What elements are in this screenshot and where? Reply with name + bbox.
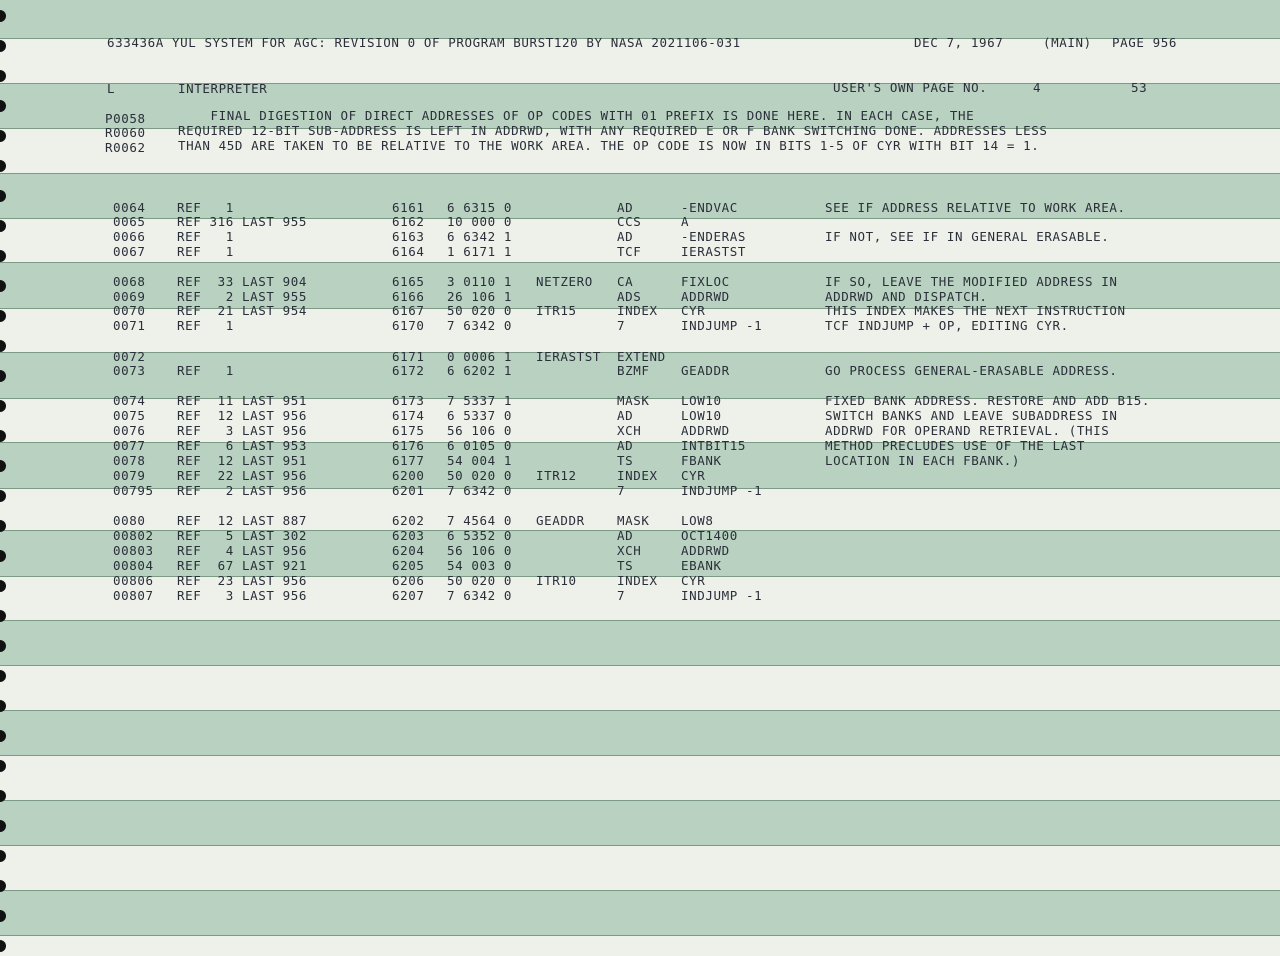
listing-op: 7 bbox=[617, 588, 626, 603]
listing-addr: 6203 bbox=[392, 528, 425, 543]
listing-ref: REF 316 LAST 955 bbox=[177, 214, 308, 229]
listing-word: 7 6342 0 bbox=[447, 483, 513, 498]
listing-label: NETZERO bbox=[536, 274, 593, 289]
tractor-hole bbox=[0, 310, 6, 322]
listing-ref: REF 1 bbox=[177, 318, 234, 333]
listing-addr: 6164 bbox=[392, 244, 425, 259]
green-band bbox=[0, 0, 1280, 38]
listing-addr: 6175 bbox=[392, 423, 425, 438]
band-rule bbox=[0, 755, 1280, 756]
listing-operand: FIXLOC bbox=[681, 274, 730, 289]
listing-addr: 6167 bbox=[392, 303, 425, 318]
listing-operand: OCT1400 bbox=[681, 528, 738, 543]
listing-addr: 6204 bbox=[392, 543, 425, 558]
listing-ref: REF 5 LAST 302 bbox=[177, 528, 308, 543]
listing-op: AD bbox=[617, 438, 634, 453]
subheader-marker: L bbox=[107, 81, 116, 96]
tractor-hole bbox=[0, 670, 6, 682]
listing-op: TCF bbox=[617, 244, 642, 259]
listing-operand: FBANK bbox=[681, 453, 722, 468]
tractor-hole bbox=[0, 850, 6, 862]
listing-op: TS bbox=[617, 558, 634, 573]
band-rule bbox=[0, 620, 1280, 621]
listing-ref: REF 6 LAST 953 bbox=[177, 438, 308, 453]
band-rule bbox=[0, 710, 1280, 711]
listing-word: 7 5337 1 bbox=[447, 393, 513, 408]
listing-op: EXTEND bbox=[617, 349, 666, 364]
listing-ref: REF 12 LAST 951 bbox=[177, 453, 308, 468]
comment-seq: R0060 bbox=[105, 125, 146, 140]
listing-comment: TCF INDJUMP + OP, EDITING CYR. bbox=[825, 318, 1069, 333]
listing-addr: 6165 bbox=[392, 274, 425, 289]
listing-addr: 6171 bbox=[392, 349, 425, 364]
listing-seq: 0067 bbox=[113, 244, 146, 259]
listing-ref: REF 3 LAST 956 bbox=[177, 423, 308, 438]
listing-operand: CYR bbox=[681, 303, 706, 318]
listing-word: 54 003 0 bbox=[447, 558, 513, 573]
listing-operand: ADDRWD bbox=[681, 423, 730, 438]
listing-addr: 6201 bbox=[392, 483, 425, 498]
listing-seq: 0079 bbox=[113, 468, 146, 483]
listing-ref: REF 22 LAST 956 bbox=[177, 468, 308, 483]
listing-word: 6 6202 1 bbox=[447, 363, 513, 378]
tractor-hole bbox=[0, 40, 6, 52]
listing-ref: REF 67 LAST 921 bbox=[177, 558, 308, 573]
listing-comment: IF NOT, SEE IF IN GENERAL ERASABLE. bbox=[825, 229, 1110, 244]
comment-text: THAN 45D ARE TAKEN TO BE RELATIVE TO THE WORK AREA. THE OP CODE IS NOW IN BITS 1-5 OF CYR WITH BIT 14 = 1. bbox=[178, 138, 1040, 153]
listing-ref: REF 12 LAST 887 bbox=[177, 513, 308, 528]
listing-operand: LOW10 bbox=[681, 393, 722, 408]
listing-seq: 0071 bbox=[113, 318, 146, 333]
green-band bbox=[0, 710, 1280, 755]
subheader-right-code: 53 bbox=[1131, 80, 1148, 95]
listing-word: 7 6342 0 bbox=[447, 588, 513, 603]
listing-seq: 00804 bbox=[113, 558, 154, 573]
tractor-hole bbox=[0, 490, 6, 502]
listing-addr: 6205 bbox=[392, 558, 425, 573]
band-rule bbox=[0, 800, 1280, 801]
tractor-hole bbox=[0, 160, 6, 172]
listing-word: 56 106 0 bbox=[447, 423, 513, 438]
listing-addr: 6174 bbox=[392, 408, 425, 423]
listing-operand: GEADDR bbox=[681, 363, 730, 378]
listing-ref: REF 1 bbox=[177, 363, 234, 378]
listing-seq: 00806 bbox=[113, 573, 154, 588]
comment-seq: R0062 bbox=[105, 140, 146, 155]
listing-seq: 00795 bbox=[113, 483, 154, 498]
listing-ref: REF 1 bbox=[177, 200, 234, 215]
listing-op: TS bbox=[617, 453, 634, 468]
listing-seq: 0078 bbox=[113, 453, 146, 468]
page-header-section: (MAIN) bbox=[1043, 35, 1092, 50]
listing-operand: INDJUMP -1 bbox=[681, 483, 763, 498]
page-header-page: PAGE 956 bbox=[1112, 35, 1178, 50]
listing-label: ITR15 bbox=[536, 303, 577, 318]
listing-seq: 0074 bbox=[113, 393, 146, 408]
listing-op: 7 bbox=[617, 318, 626, 333]
listing-comment: THIS INDEX MAKES THE NEXT INSTRUCTION bbox=[825, 303, 1126, 318]
green-band bbox=[0, 620, 1280, 665]
listing-word: 50 020 0 bbox=[447, 468, 513, 483]
listing-word: 54 004 1 bbox=[447, 453, 513, 468]
tractor-hole bbox=[0, 430, 6, 442]
listing-op: AD bbox=[617, 200, 634, 215]
listing-operand: CYR bbox=[681, 468, 706, 483]
listing-word: 6 6342 1 bbox=[447, 229, 513, 244]
comment-text: FINAL DIGESTION OF DIRECT ADDRESSES OF OP CODES WITH 01 PREFIX IS DONE HERE. IN EACH CASE, THE bbox=[178, 108, 975, 123]
listing-label: IERASTST bbox=[536, 349, 602, 364]
listing-op: CA bbox=[617, 274, 634, 289]
listing-seq: 0072 bbox=[113, 349, 146, 364]
listing-seq: 0069 bbox=[113, 289, 146, 304]
tractor-hole bbox=[0, 580, 6, 592]
comment-text: REQUIRED 12-BIT SUB-ADDRESS IS LEFT IN ADDRWD, WITH ANY REQUIRED E OR F BANK SWITCHING DONE. ADDRESSES LESS bbox=[178, 123, 1048, 138]
tractor-hole bbox=[0, 760, 6, 772]
listing-comment: ADDRWD FOR OPERAND RETRIEVAL. (THIS bbox=[825, 423, 1110, 438]
listing-seq: 0068 bbox=[113, 274, 146, 289]
listing-seq: 00803 bbox=[113, 543, 154, 558]
listing-op: MASK bbox=[617, 393, 650, 408]
listing-ref: REF 1 bbox=[177, 244, 234, 259]
listing-label: ITR12 bbox=[536, 468, 577, 483]
listing-word: 10 000 0 bbox=[447, 214, 513, 229]
listing-word: 3 0110 1 bbox=[447, 274, 513, 289]
listing-seq: 0076 bbox=[113, 423, 146, 438]
page-header-date: DEC 7, 1967 bbox=[914, 35, 1004, 50]
listing-op: 7 bbox=[617, 483, 626, 498]
listing-label: ITR10 bbox=[536, 573, 577, 588]
tractor-hole bbox=[0, 220, 6, 232]
listing-comment: METHOD PRECLUDES USE OF THE LAST bbox=[825, 438, 1086, 453]
tractor-hole bbox=[0, 940, 6, 952]
listing-addr: 6177 bbox=[392, 453, 425, 468]
listing-ref: REF 33 LAST 904 bbox=[177, 274, 308, 289]
listing-operand: A bbox=[681, 214, 690, 229]
listing-operand: ADDRWD bbox=[681, 543, 730, 558]
tractor-hole bbox=[0, 70, 6, 82]
listing-addr: 6166 bbox=[392, 289, 425, 304]
listing-operand: CYR bbox=[681, 573, 706, 588]
subheader-log: INTERPRETER bbox=[178, 81, 268, 96]
listing-operand: LOW8 bbox=[681, 513, 714, 528]
listing-addr: 6173 bbox=[392, 393, 425, 408]
listing-operand: -ENDERAS bbox=[681, 229, 747, 244]
band-rule bbox=[0, 890, 1280, 891]
green-band bbox=[0, 800, 1280, 845]
listing-op: MASK bbox=[617, 513, 650, 528]
listing-operand: INTBIT15 bbox=[681, 438, 747, 453]
listing-addr: 6172 bbox=[392, 363, 425, 378]
listing-seq: 00807 bbox=[113, 588, 154, 603]
listing-op: XCH bbox=[617, 423, 642, 438]
listing-operand: -ENDVAC bbox=[681, 200, 738, 215]
band-rule bbox=[0, 935, 1280, 936]
listing-addr: 6207 bbox=[392, 588, 425, 603]
listing-operand: EBANK bbox=[681, 558, 722, 573]
listing-ref: REF 2 LAST 955 bbox=[177, 289, 308, 304]
listing-op: AD bbox=[617, 528, 634, 543]
listing-addr: 6161 bbox=[392, 200, 425, 215]
tractor-hole bbox=[0, 400, 6, 412]
listing-seq: 0075 bbox=[113, 408, 146, 423]
listing-ref: REF 12 LAST 956 bbox=[177, 408, 308, 423]
listing-addr: 6206 bbox=[392, 573, 425, 588]
band-rule bbox=[0, 665, 1280, 666]
listing-seq: 0066 bbox=[113, 229, 146, 244]
listing-op: BZMF bbox=[617, 363, 650, 378]
listing-comment: SWITCH BANKS AND LEAVE SUBADDRESS IN bbox=[825, 408, 1118, 423]
listing-operand: IERASTST bbox=[681, 244, 747, 259]
listing-addr: 6170 bbox=[392, 318, 425, 333]
listing-comment: SEE IF ADDRESS RELATIVE TO WORK AREA. bbox=[825, 200, 1126, 215]
listing-word: 7 6342 0 bbox=[447, 318, 513, 333]
listing-addr: 6200 bbox=[392, 468, 425, 483]
listing-op: AD bbox=[617, 408, 634, 423]
listing-op: AD bbox=[617, 229, 634, 244]
listing-addr: 6162 bbox=[392, 214, 425, 229]
listing-ref: REF 3 LAST 956 bbox=[177, 588, 308, 603]
listing-operand: ADDRWD bbox=[681, 289, 730, 304]
listing-word: 1 6171 1 bbox=[447, 244, 513, 259]
page-header-title: 633436A YUL SYSTEM FOR AGC: REVISION 0 OF PROGRAM BURST120 BY NASA 2021106-031 bbox=[107, 35, 741, 50]
listing-word: 6 5337 0 bbox=[447, 408, 513, 423]
listing-seq: 0065 bbox=[113, 214, 146, 229]
listing-seq: 0077 bbox=[113, 438, 146, 453]
tractor-hole bbox=[0, 340, 6, 352]
listing-word: 56 106 0 bbox=[447, 543, 513, 558]
listing-word: 6 5352 0 bbox=[447, 528, 513, 543]
listing-seq: 00802 bbox=[113, 528, 154, 543]
listing-word: 6 0105 0 bbox=[447, 438, 513, 453]
listing-op: CCS bbox=[617, 214, 642, 229]
listing-comment: IF SO, LEAVE THE MODIFIED ADDRESS IN bbox=[825, 274, 1118, 289]
listing-word: 26 106 1 bbox=[447, 289, 513, 304]
listing-ref: REF 1 bbox=[177, 229, 234, 244]
band-rule bbox=[0, 845, 1280, 846]
listing-addr: 6202 bbox=[392, 513, 425, 528]
listing-seq: 0064 bbox=[113, 200, 146, 215]
listing-ref: REF 2 LAST 956 bbox=[177, 483, 308, 498]
listing-seq: 0073 bbox=[113, 363, 146, 378]
listing-word: 6 6315 0 bbox=[447, 200, 513, 215]
listing-op: INDEX bbox=[617, 573, 658, 588]
listing-ref: REF 23 LAST 956 bbox=[177, 573, 308, 588]
listing-ref: REF 21 LAST 954 bbox=[177, 303, 308, 318]
listing-operand: INDJUMP -1 bbox=[681, 318, 763, 333]
listing-op: INDEX bbox=[617, 468, 658, 483]
listing-comment: LOCATION IN EACH FBANK.) bbox=[825, 453, 1021, 468]
green-band bbox=[0, 890, 1280, 935]
listing-op: ADS bbox=[617, 289, 642, 304]
listing-addr: 6176 bbox=[392, 438, 425, 453]
band-rule bbox=[0, 173, 1280, 174]
listing-op: INDEX bbox=[617, 303, 658, 318]
listing-word: 50 020 0 bbox=[447, 573, 513, 588]
listing-word: 0 0006 1 bbox=[447, 349, 513, 364]
listing-comment: GO PROCESS GENERAL-ERASABLE ADDRESS. bbox=[825, 363, 1118, 378]
tractor-hole bbox=[0, 130, 6, 142]
listing-seq: 0080 bbox=[113, 513, 146, 528]
comment-seq: P0058 bbox=[105, 111, 146, 126]
listing-operand: INDJUMP -1 bbox=[681, 588, 763, 603]
listing-comment: FIXED BANK ADDRESS. RESTORE AND ADD B15. bbox=[825, 393, 1151, 408]
listing-op: XCH bbox=[617, 543, 642, 558]
listing-comment: ADDRWD AND DISPATCH. bbox=[825, 289, 988, 304]
subheader-user-page-no: 4 bbox=[1033, 80, 1042, 95]
listing-ref: REF 4 LAST 956 bbox=[177, 543, 308, 558]
listing-operand: LOW10 bbox=[681, 408, 722, 423]
listing-label: GEADDR bbox=[536, 513, 585, 528]
listing-addr: 6163 bbox=[392, 229, 425, 244]
listing-seq: 0070 bbox=[113, 303, 146, 318]
band-rule bbox=[0, 262, 1280, 263]
subheader-user-page: USER'S OWN PAGE NO. bbox=[833, 80, 988, 95]
listing-ref: REF 11 LAST 951 bbox=[177, 393, 308, 408]
tractor-hole bbox=[0, 250, 6, 262]
listing-word: 50 020 0 bbox=[447, 303, 513, 318]
listing-word: 7 4564 0 bbox=[447, 513, 513, 528]
